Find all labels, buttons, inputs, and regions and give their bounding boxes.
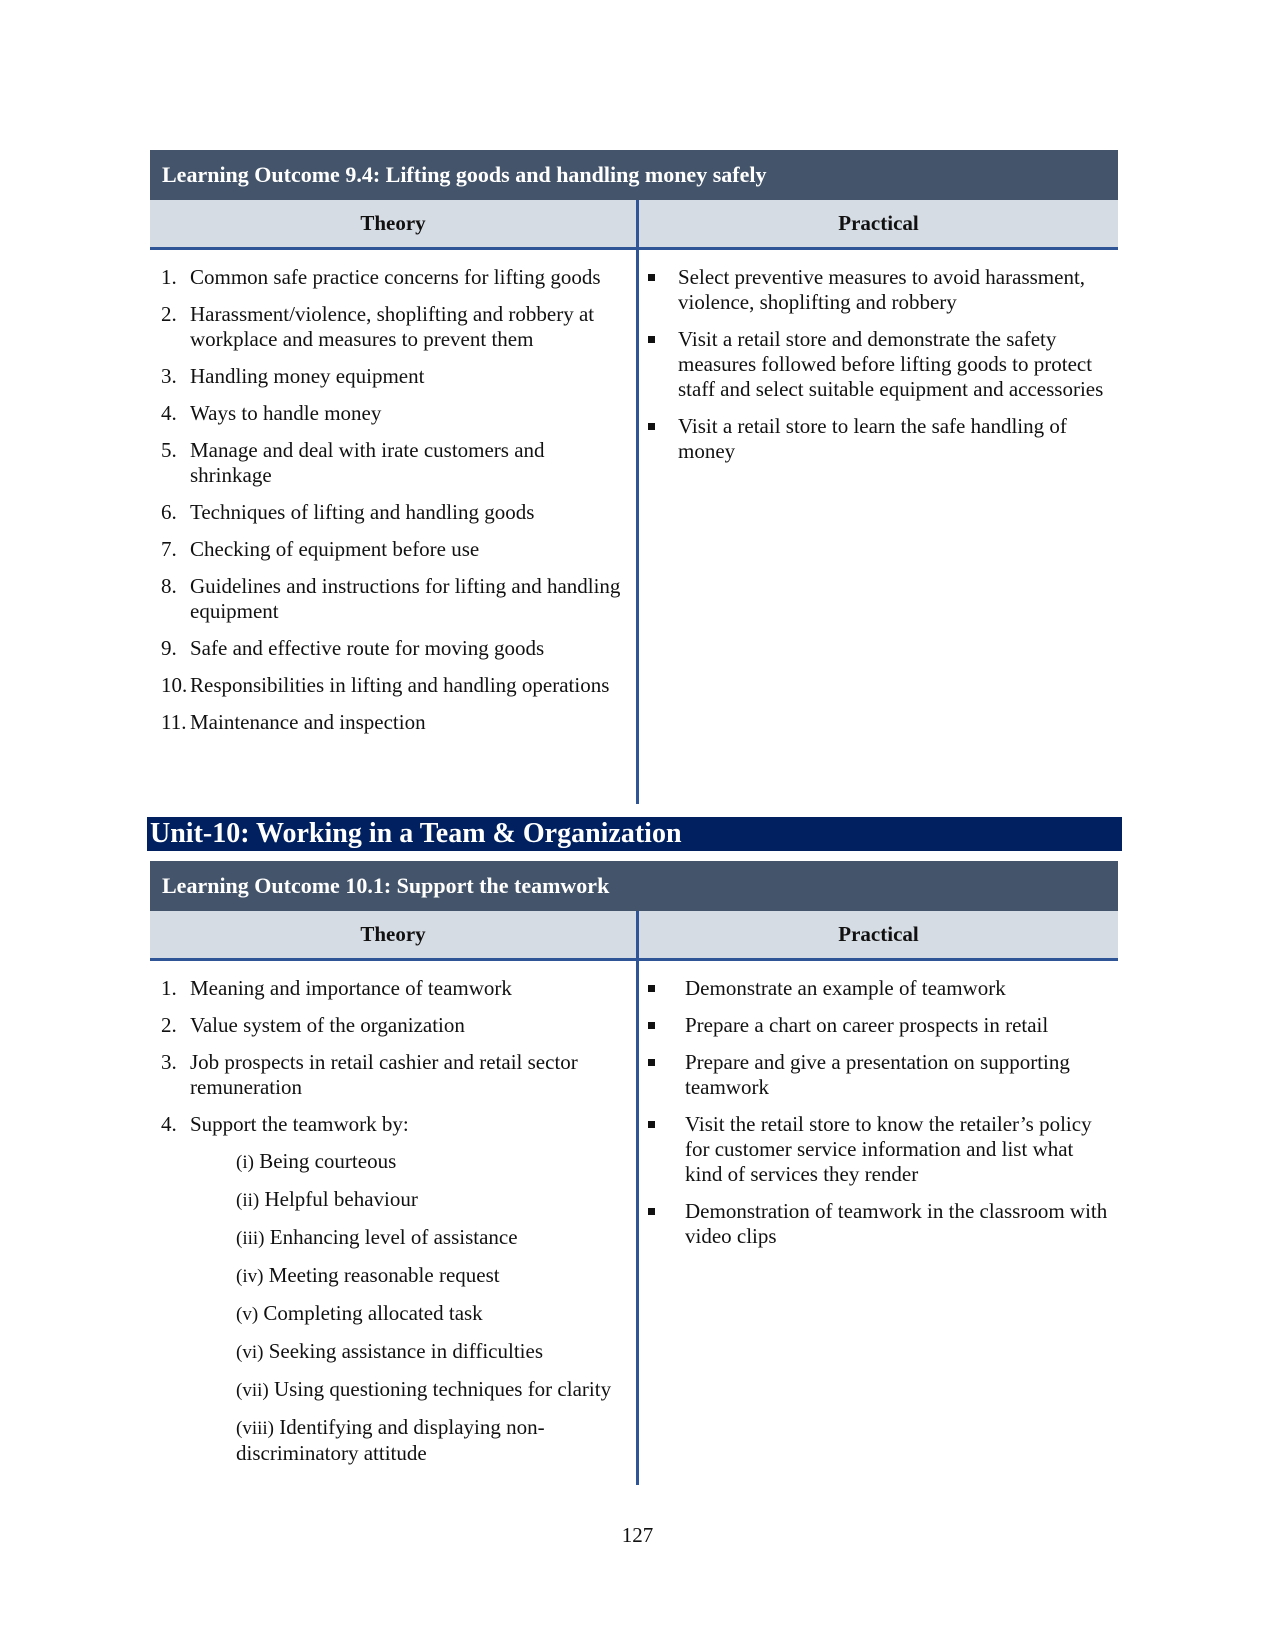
item-text: Maintenance and inspection xyxy=(190,710,426,734)
list-item xyxy=(161,1050,631,1100)
item-text: Select preventive measures to avoid harassment, violence, shoplifting and robbery xyxy=(678,265,1086,314)
list-item xyxy=(161,302,631,352)
list-item xyxy=(161,636,631,661)
practical-column-header: Practical xyxy=(639,911,1118,961)
square-bullet-icon xyxy=(648,985,655,992)
item-text: Ways to handle money xyxy=(190,401,382,425)
list-item xyxy=(648,1013,1110,1038)
list-item xyxy=(648,265,1110,315)
column-divider xyxy=(636,911,639,1485)
item-text: Demonstrate an example of teamwork xyxy=(685,976,1006,1000)
list-item xyxy=(161,537,631,562)
sub-list-item xyxy=(190,1225,631,1251)
learning-outcome-10-1-header: Learning Outcome 10.1: Support the teamwork xyxy=(150,861,1118,911)
sub-list-item xyxy=(190,1149,631,1175)
square-bullet-icon xyxy=(648,1059,655,1066)
item-number: 8. xyxy=(161,574,177,598)
theory-list-9-4 xyxy=(161,265,631,747)
item-number: 6. xyxy=(161,500,177,524)
learning-outcome-9-4-header: Learning Outcome 9.4: Lifting goods and handling money safely xyxy=(150,150,1118,200)
sub-item-text: Using questioning techniques for clarity xyxy=(273,1377,612,1401)
practical-list-10-1 xyxy=(648,976,1110,1261)
practical-column-header: Practical xyxy=(639,200,1118,250)
item-number: 11. xyxy=(161,710,187,734)
item-text: Handling money equipment xyxy=(190,364,425,388)
practical-list-9-4 xyxy=(648,265,1110,476)
roman-numeral: (ii) xyxy=(236,1190,260,1211)
item-number: 10. xyxy=(161,673,188,697)
item-text: Common safe practice concerns for lifting goods xyxy=(190,265,601,289)
item-text: Responsibilities in lifting and handling operations xyxy=(190,673,610,697)
item-text: Manage and deal with irate customers and shrinkage xyxy=(190,438,545,487)
sub-item-text: Seeking assistance in difficulties xyxy=(268,1339,543,1363)
sub-item-text: Completing allocated task xyxy=(263,1301,483,1325)
item-text: Value system of the organization xyxy=(190,1013,465,1037)
item-text: Checking of equipment before use xyxy=(190,537,480,561)
list-item xyxy=(648,1199,1110,1249)
list-item xyxy=(648,1112,1110,1187)
list-item xyxy=(161,1013,631,1038)
theory-column-header: Theory xyxy=(150,200,636,250)
theory-column-header: Theory xyxy=(150,911,636,961)
list-item xyxy=(648,1050,1110,1100)
roman-numeral: (i) xyxy=(236,1152,254,1173)
list-item xyxy=(161,500,631,525)
item-text: Visit the retail store to know the retailer’s policy for customer service information and list what kind of services they render xyxy=(685,1112,1092,1186)
list-item xyxy=(161,673,631,698)
list-item xyxy=(648,976,1110,1001)
item-text: Meaning and importance of teamwork xyxy=(190,976,512,1000)
roman-numeral: (iii) xyxy=(236,1228,265,1249)
item-text: Visit a retail store and demonstrate the safety measures followed before lifting goods to protect staff and select suitable equipment and accessories xyxy=(678,327,1104,401)
roman-numeral: (vi) xyxy=(236,1342,264,1363)
page-number: 127 xyxy=(621,1523,654,1547)
sub-list-item xyxy=(190,1377,631,1403)
item-text: Techniques of lifting and handling goods xyxy=(190,500,535,524)
item-text: Support the teamwork by: xyxy=(190,1112,409,1136)
square-bullet-icon xyxy=(648,336,655,343)
support-teamwork-sublist xyxy=(190,1149,631,1466)
sub-item-text: Meeting reasonable request xyxy=(268,1263,500,1287)
sub-list-item xyxy=(190,1415,631,1466)
sub-item-text: Enhancing level of assistance xyxy=(269,1225,518,1249)
unit-10-banner: Unit-10: Working in a Team & Organization xyxy=(147,817,1122,851)
item-number: 4. xyxy=(161,1112,177,1136)
item-number: 1. xyxy=(161,976,177,1000)
item-number: 5. xyxy=(161,438,177,462)
item-text: Job prospects in retail cashier and retail sector remuneration xyxy=(190,1050,578,1099)
list-item xyxy=(161,438,631,488)
sub-list-item xyxy=(190,1339,631,1365)
sub-item-text: Being courteous xyxy=(259,1149,397,1173)
item-text: Harassment/violence, shoplifting and robbery at workplace and measures to prevent them xyxy=(190,302,595,351)
square-bullet-icon xyxy=(648,1208,655,1215)
square-bullet-icon xyxy=(648,1022,655,1029)
list-item xyxy=(161,574,631,624)
item-number: 1. xyxy=(161,265,177,289)
list-item xyxy=(161,710,631,735)
item-text: Safe and effective route for moving goods xyxy=(190,636,545,660)
item-number: 3. xyxy=(161,1050,177,1074)
roman-numeral: (viii) xyxy=(236,1418,274,1439)
roman-numeral: (iv) xyxy=(236,1266,264,1287)
sub-list-item xyxy=(190,1187,631,1213)
sub-list-item xyxy=(190,1301,631,1327)
column-divider xyxy=(636,200,639,804)
item-number: 2. xyxy=(161,302,177,326)
item-number: 4. xyxy=(161,401,177,425)
theory-list-10-1 xyxy=(161,976,631,1478)
item-number: 3. xyxy=(161,364,177,388)
list-item xyxy=(648,414,1110,464)
list-item xyxy=(161,401,631,426)
square-bullet-icon xyxy=(648,423,655,430)
item-number: 7. xyxy=(161,537,177,561)
item-text: Prepare a chart on career prospects in retail xyxy=(685,1013,1049,1037)
item-text: Prepare and give a presentation on supporting teamwork xyxy=(685,1050,1070,1099)
roman-numeral: (v) xyxy=(236,1304,259,1325)
sub-list-item xyxy=(190,1263,631,1289)
list-item xyxy=(161,265,631,290)
item-text: Demonstration of teamwork in the classroom with video clips xyxy=(685,1199,1108,1248)
item-number: 9. xyxy=(161,636,177,660)
square-bullet-icon xyxy=(648,274,655,281)
square-bullet-icon xyxy=(648,1121,655,1128)
list-item xyxy=(161,976,631,1001)
item-text: Visit a retail store to learn the safe handling of money xyxy=(678,414,1067,463)
list-item xyxy=(161,364,631,389)
item-number: 2. xyxy=(161,1013,177,1037)
item-text: Guidelines and instructions for lifting and handling equipment xyxy=(190,574,621,623)
list-item xyxy=(648,327,1110,402)
sub-item-text: Identifying and displaying non-discriminatory attitude xyxy=(236,1415,545,1465)
roman-numeral: (vii) xyxy=(236,1380,269,1401)
list-item xyxy=(161,1112,631,1466)
sub-item-text: Helpful behaviour xyxy=(264,1187,418,1211)
